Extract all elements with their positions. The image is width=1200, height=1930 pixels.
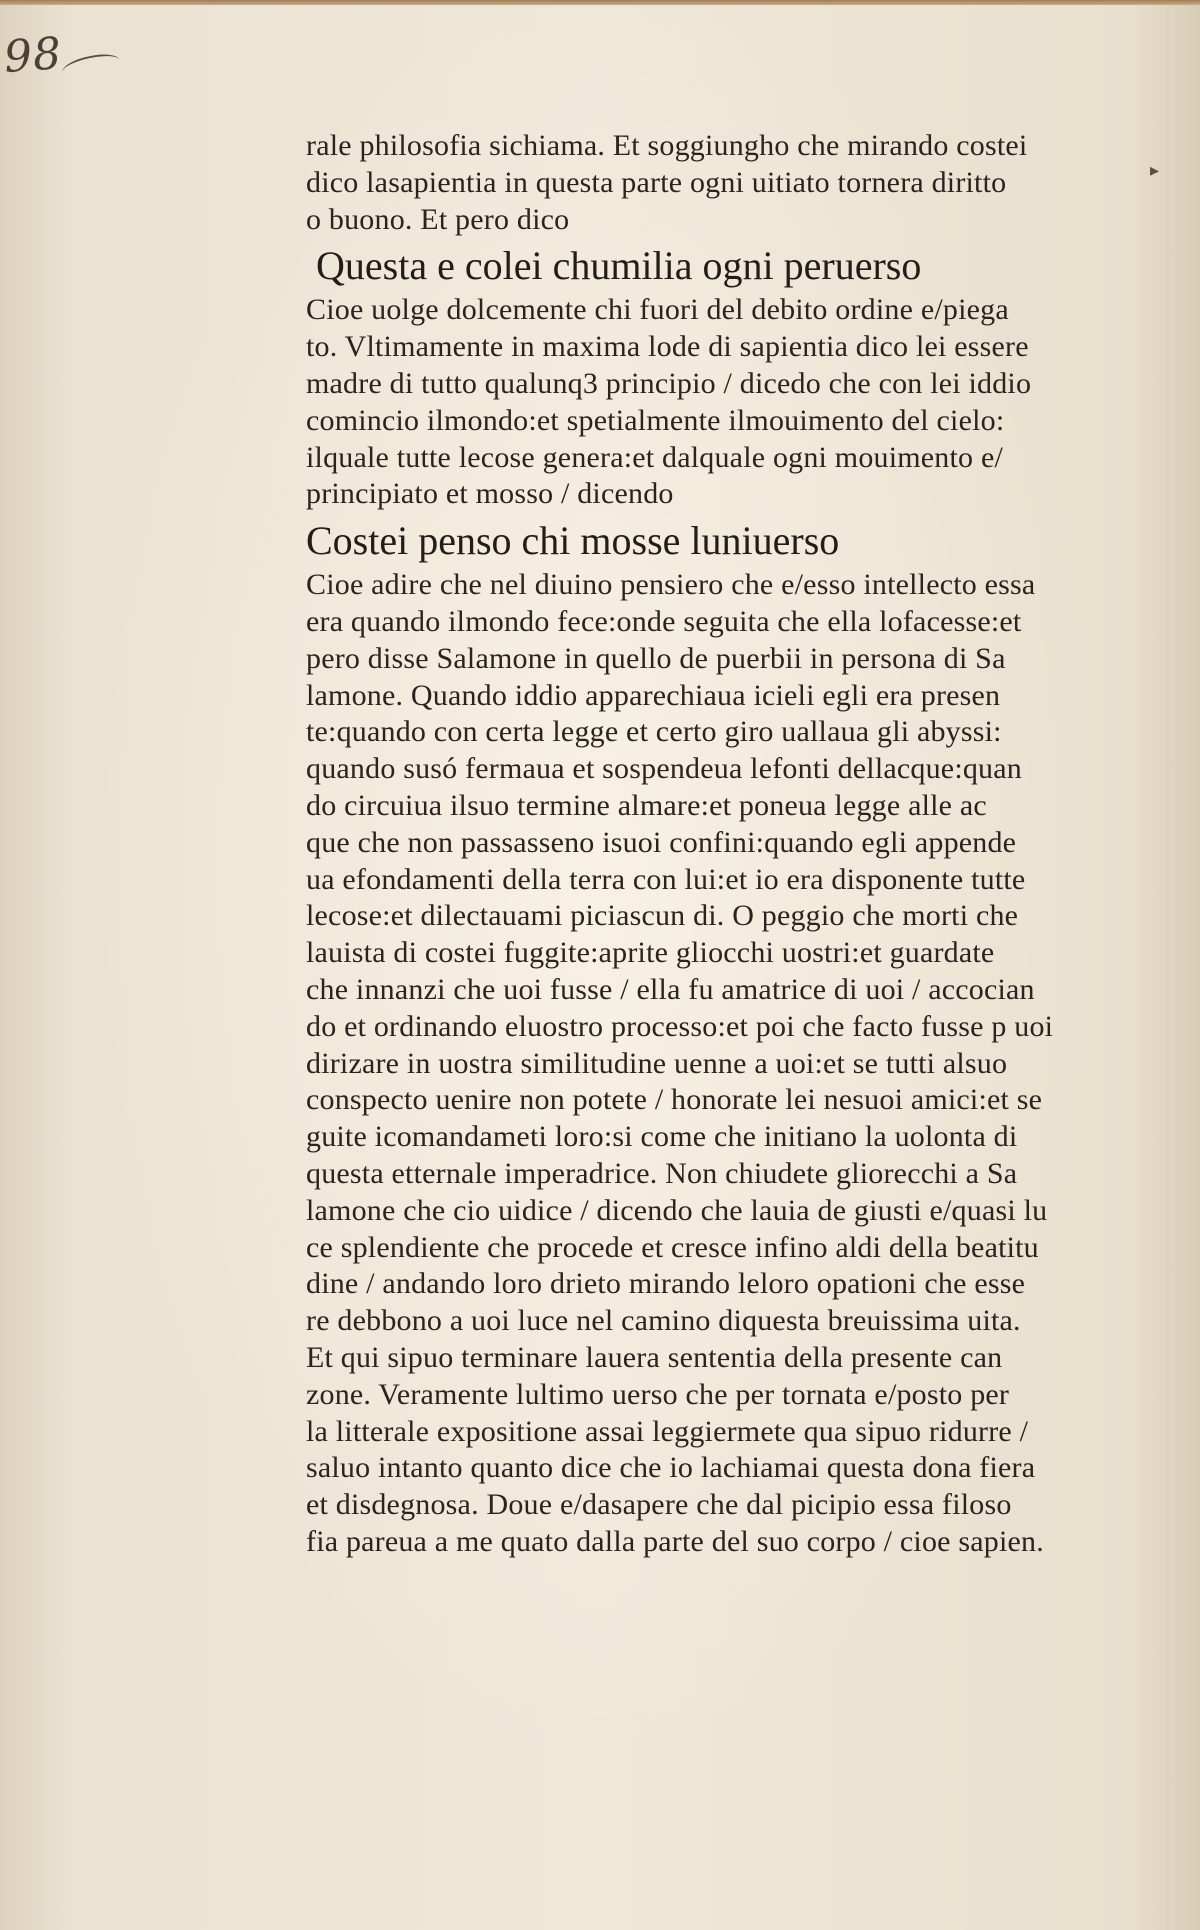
text-line: Cioe uolge dolcemente chi fuori del debito ordine e/piega bbox=[306, 293, 1009, 327]
text-line: pero disse Salamone in quello de puerbii in persona di Sa bbox=[306, 641, 1006, 675]
text-line: era quando ilmondo fece:onde seguita che ella lofacesse:et bbox=[306, 604, 1022, 638]
text-line: quando susó fermaua et sospendeua lefonti dellacque:quan bbox=[306, 752, 1022, 786]
text-line: ua efondamenti della terra con lui:et io era disponente tutte bbox=[306, 862, 1026, 896]
section-heading-1: Questa e colei chumilia ogni peruerso bbox=[316, 243, 922, 289]
text-line: Et qui sipuo terminare lauera sententia della presente can bbox=[306, 1340, 1003, 1374]
text-line: lamone. Quando iddio apparechiaua icieli egli era presen bbox=[306, 678, 1001, 712]
main-text-block bbox=[306, 128, 1106, 1561]
text-line: comincio ilmondo:et spetialmente ilmouimento del cielo: bbox=[306, 403, 1005, 437]
text-line: o buono. Et pero dico bbox=[306, 202, 570, 236]
text-line: re debbono a uoi luce nel camino diquesta breuissima uita. bbox=[306, 1304, 1021, 1338]
text-line: questa etternale imperadrice. Non chiudete gliorecchi a Sa bbox=[306, 1156, 1018, 1190]
text-line: lecose:et dilectauami piciascun di. O peggio che morti che bbox=[306, 899, 1019, 933]
text-line: saluo intanto quanto dice che io lachiamai questa dona fiera bbox=[306, 1451, 1036, 1485]
section-heading-2: Costei penso chi mosse luniuerso bbox=[306, 518, 840, 564]
text-line: que che non passasseno isuoi confini:quando egli appende bbox=[306, 825, 1017, 859]
text-line: ce splendiente che procede et cresce infino aldi della beatitu bbox=[306, 1230, 1039, 1264]
text-line: dirizare in uostra similitudine uenne a uoi:et se tutti alsuo bbox=[306, 1046, 1008, 1080]
margin-mark: ▸ bbox=[1150, 160, 1160, 181]
text-line: madre di tutto qualunq3 principio / dicedo che con lei iddio bbox=[306, 366, 1032, 400]
text-line: che innanzi che uoi fusse / ella fu amatrice di uoi / accocian bbox=[306, 972, 1035, 1006]
text-line: lauista di costei fuggite:aprite gliocchi uostri:et guardate bbox=[306, 936, 995, 970]
text-line: te:quando con certa legge et certo giro uallaua gli abyssi: bbox=[306, 715, 1002, 749]
text-line: do et ordinando eluostro processo:et poi che facto fusse p uoi bbox=[306, 1009, 1054, 1043]
text-line: ilquale tutte lecose genera:et dalquale ogni mouimento e/ bbox=[306, 440, 1003, 474]
text-line: do circuiua ilsuo termine almare:et poneua legge alle ac bbox=[306, 788, 987, 822]
text-line: to. Vltimamente in maxima lode di sapientia dico lei essere bbox=[306, 330, 1029, 364]
text-line: guite icomandameti loro:si come che initiano la uolonta di bbox=[306, 1120, 1018, 1154]
text-line: conspecto uenire non potete / honorate lei nesuoi amici:et se bbox=[306, 1083, 1043, 1117]
folio-flourish bbox=[61, 50, 122, 82]
page-top-edge bbox=[0, 0, 1200, 5]
text-line: dine / andando loro drieto mirando leloro opationi che esse bbox=[306, 1267, 1026, 1301]
text-line: dico lasapientia in questa parte ogni uitiato tornera diritto bbox=[306, 165, 1007, 199]
text-line: rale philosofia sichiama. Et soggiungho che mirando costei bbox=[306, 129, 1028, 162]
folio-number: 98 bbox=[2, 28, 64, 83]
text-line: zone. Veramente lultimo uerso che per tornata e/posto per bbox=[306, 1377, 1010, 1411]
text-line: Cioe adire che nel diuino pensiero che e/esso intellecto essa bbox=[306, 568, 1036, 602]
text-line: principiato et mosso / dicendo bbox=[306, 477, 674, 511]
text-line: lamone che cio uidice / dicendo che lauia de giusti e/quasi lu bbox=[306, 1193, 1048, 1227]
text-line: et disdegnosa. Doue e/dasapere che dal picipio essa filoso bbox=[306, 1488, 1012, 1522]
text-line: la litterale expositione assai leggiermete qua sipuo ridurre / bbox=[306, 1414, 1029, 1448]
text-line: fia pareua a me quato dalla parte del suo corpo / cioe sapien. bbox=[306, 1524, 1044, 1558]
